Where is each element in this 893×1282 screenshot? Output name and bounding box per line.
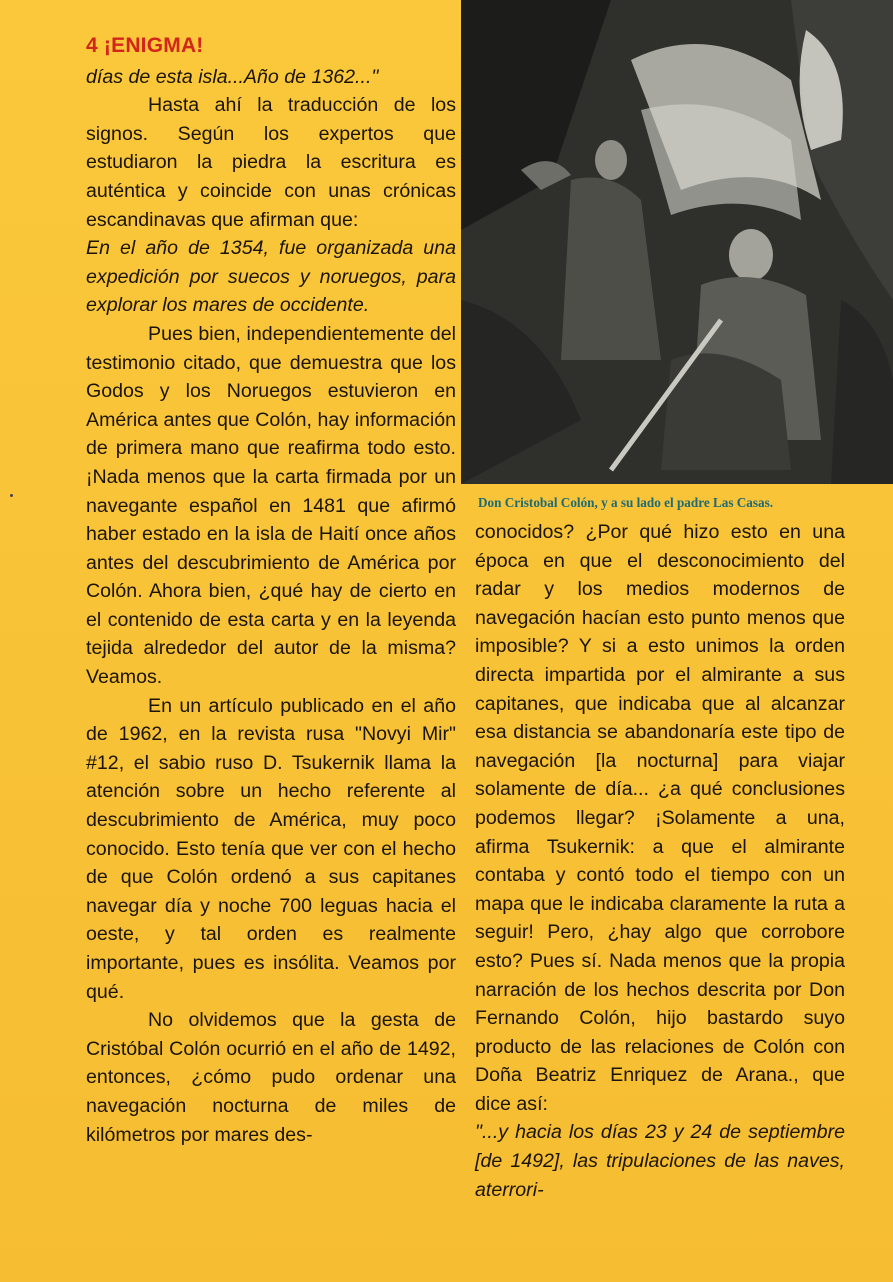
paragraph: Hasta ahí la traducción de los signos. Según los expertos que estudiaron la piedra la escritura es auténtica y coincide con unas crónicas escandinavas que afirman que: <box>86 94 456 231</box>
quote-paragraph: "...y hacia los días 23 y 24 de septiembre [de 1492], las tripulaciones de las naves, aterrori- <box>475 1121 845 1201</box>
painting-illustration <box>461 0 893 484</box>
paragraph: días de esta isla...Año de 1362..." <box>86 65 379 88</box>
quote-paragraph: En el año de 1354, fue organizada una expedición por suecos y noruegos, para explorar los mares de occidente. <box>86 237 456 317</box>
chapter-heading: 4 ¡ENIGMA! <box>86 34 204 57</box>
photo-caption: Don Cristobal Colón, y a su lado el padre Las Casas. <box>478 495 774 510</box>
page-speck <box>10 494 13 497</box>
paragraph: Pues bien, independientemente del testimonio citado, que demuestra que los Godos y los Noruegos estuvieron en América antes que Colón, hay información de primera mano que reafirma todo esto. ¡Nada menos que la carta firmada por un navegante español en 1481 que afirmó haber estado en la isla de Haití once años antes del descubrimiento de América por Colón. Ahora bien, ¿qué hay de cierto en el contenido de esta carta y en la leyenda tejida alrededor del autor de la misma? Veamos. <box>86 322 456 689</box>
left-column <box>86 32 456 1149</box>
right-column <box>475 518 845 1204</box>
paragraph: conocidos? ¿Por qué hizo esto en una época en que el desconocimiento del radar y los medios modernos de navegación hacían esto punto menos que imposible? Y si a esto unimos la orden directa impartida por el almirante a sus capitanes, que indicaba que al alcanzar esa distancia se abandonaría este tipo de navegación [la nocturna] para viajar solamente de día... ¿a qué conclusiones podemos llegar? ¡Solamente a una, afirma Tsukernik: a que el almirante contaba y contó todo el tiempo con un mapa que le indicaba claramente la ruta a seguir! Pero, ¿hay algo que corrobore esto? Pues sí. Nada menos que la propia narración de los hechos descrita por Don Fernando Colón, hijo bastardo suyo producto de las relaciones de Colón con Doña Beatriz Enriquez de Arana., que dice así: <box>475 521 845 1115</box>
historical-painting-image <box>461 0 893 484</box>
paragraph: No olvidemos que la gesta de Cristóbal Colón ocurrió en el año de 1492, entonces, ¿cómo pudo ordenar una navegación nocturna de miles de kilómetros por mares des- <box>86 1009 456 1146</box>
paragraph: En un artículo publicado en el año de 1962, en la revista rusa "Novyi Mir" #12, el sabio ruso D. Tsukernik llama la atención sobre un hecho referente al descubrimiento de América, muy poco conocido. Esto tenía que ver con el hecho de que Colón ordenó a sus capitanes navegar día y noche 700 leguas hacia el oeste, y tal orden es realmente importante, pues es insólita. Veamos por qué. <box>86 694 456 1003</box>
